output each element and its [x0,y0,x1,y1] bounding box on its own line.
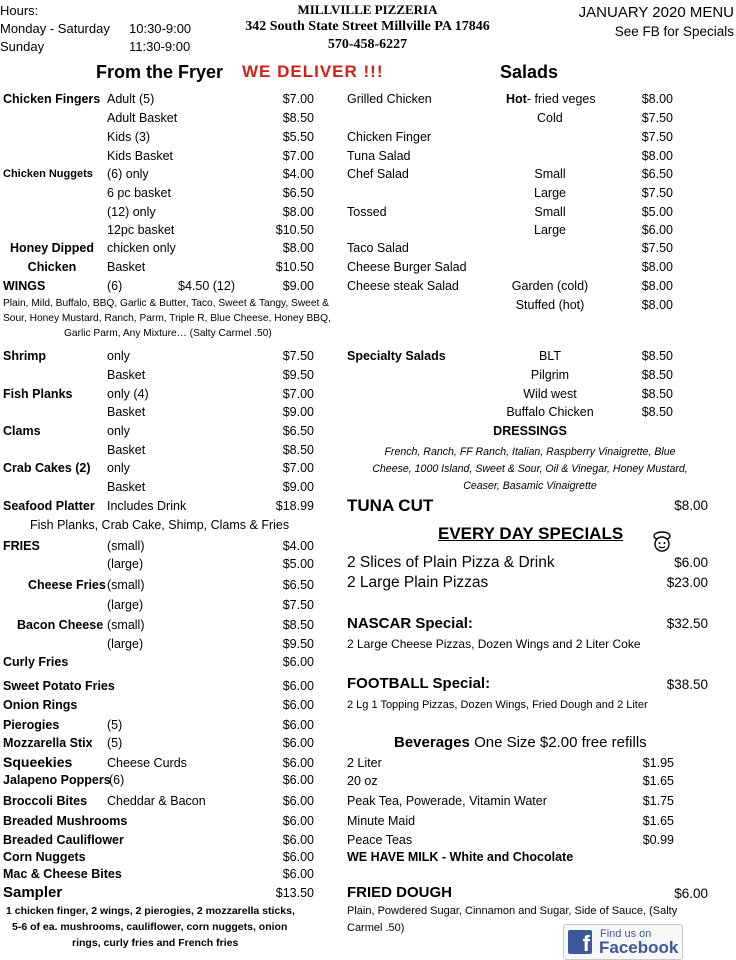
salad-price: $6.50 [641,167,673,181]
salad-option: Large [534,186,566,200]
specials-title: EVERY DAY SPECIALS [438,524,624,543]
special-price: $6.00 [674,555,708,570]
beverage-name: 2 Liter [347,756,382,770]
item-price: $6.00 [282,814,314,828]
item-name: Curly Fries [3,655,69,669]
item-name: Mac & Cheese Bites [3,867,122,881]
dressings-list: Cheese, 1000 Island, Sweet & Sour, Oil & Vinegar, Honey Mustard, [372,463,688,475]
hours-label: Hours: [0,3,39,18]
item-name: Pierogies [3,718,60,732]
salad-price: $8.50 [641,387,673,401]
salad-price: $8.50 [641,405,673,419]
hours-time: 11:30-9:00 [129,39,191,54]
item-name: Breaded Cauliflower [3,833,124,847]
item-price: $9.00 [282,405,314,419]
facebook-badge[interactable] [563,924,683,960]
item-price: $7.00 [282,461,314,475]
item-price: $6.00 [282,679,314,693]
item-price: $4.00 [282,539,314,553]
beverages-header [394,734,647,751]
beverage-price: $1.65 [642,774,674,788]
menu-date: JANUARY 2020 MENU [578,4,734,21]
item-option: only [107,461,130,475]
item-price: $6.00 [282,773,314,787]
milk-note: WE HAVE MILK - White and Chocolate [347,850,574,864]
we-deliver-banner: WE DELIVER !!! [242,62,384,81]
facebook-name: Facebook [599,938,679,957]
item-option: (large) [107,557,144,571]
item-price: $6.00 [282,698,314,712]
item-price: $6.00 [282,833,314,847]
salad-price: $7.50 [641,111,673,125]
chef-face-icon [650,530,674,554]
item-option: Adult (5) [107,92,155,106]
salad-option: Garden (cold) [511,279,589,293]
tuna-cut-name: TUNA CUT [347,496,434,515]
item-name: Breaded Mushrooms [3,814,128,828]
salad-option: Pilgrim [530,368,570,382]
salads-title: Salads [500,62,559,82]
fried-dough-price: $6.00 [674,886,708,901]
item-name: Seafood Platter [3,499,95,513]
dressings-list: French, Ranch, FF Ranch, Italian, Raspberry Vinaigrette, Blue [384,446,676,458]
item-name: Crab Cakes (2) [3,461,91,475]
item-option: chicken only [107,241,176,255]
item-option: $4.50 (12) [178,279,235,293]
item-price: $6.50 [282,186,314,200]
restaurant-phone: 570-458-6227 [327,37,408,52]
item-name: Cheese Fries [28,578,106,592]
item-option: Cheese Curds [107,756,187,770]
item-description: rings, curly fries and French fries [72,937,239,949]
item-name: Chicken Fingers [3,92,101,106]
restaurant-name: MILLVILLE PIZZERIA [297,2,438,17]
dressings-title: DRESSINGS [493,424,567,438]
item-option: Includes Drink [107,499,187,513]
salad-price: $8.00 [641,149,673,163]
item-option: 6 pc basket [107,186,171,200]
nascar-special: NASCAR Special: [347,615,473,632]
salad-name: Specialty Salads [347,349,446,363]
item-price: $7.00 [282,387,314,401]
hours-days: Sunday [0,39,45,54]
special-name: 2 Slices of Plain Pizza & Drink [347,554,555,571]
salad-option: Large [534,223,566,237]
item-price: $6.00 [282,718,314,732]
item-price: $8.50 [282,618,314,632]
wing-flavors: Plain, Mild, Buffalo, BBQ, Garlic & Butter, Taco, Sweet & Tangy, Sweet & [3,298,329,309]
salad-price: $8.00 [641,260,673,274]
nascar-desc: 2 Large Cheese Pizzas, Dozen Wings and 2 Liter Coke [347,637,641,651]
item-price: $9.50 [282,637,314,651]
beverage-price: $1.75 [642,794,674,808]
salad-price: $7.50 [641,241,673,255]
specials-note: See FB for Specials [614,24,734,39]
item-name: Mozzarella Stix [3,736,93,750]
item-price: $8.00 [282,205,314,219]
item-price: $9.50 [282,368,314,382]
item-option: (small) [107,578,145,592]
item-option: Kids (3) [107,130,151,144]
facebook-logo-icon: f [568,930,592,954]
item-option: (large) [107,637,144,651]
item-name: Honey Dipped [9,241,95,255]
salad-option: Small [534,167,566,181]
beverage-price: $1.65 [642,814,674,828]
chef-face [655,537,669,551]
item-name: Sweet Potato Fries [3,679,115,693]
item-option: Kids Basket [107,149,174,163]
item-name: FRIES [3,539,40,553]
item-name: Corn Nuggets [3,850,86,864]
salad-name: Grilled Chicken [347,92,432,106]
item-option: (large) [107,598,144,612]
item-name: Fish Planks [3,387,73,401]
item-price: $8.50 [282,111,314,125]
beverage-name: Peak Tea, Powerade, Vitamin Water [347,794,547,808]
item-name: Sampler [3,884,63,901]
salad-option: Wild west [523,387,577,401]
item-option: (small) [107,618,145,632]
item-option: Basket [107,480,146,494]
item-description: 5-6 of ea. mushrooms, cauliflower, corn nuggets, onion [12,921,288,933]
salad-price: $8.00 [641,298,673,312]
item-option: Cheddar & Bacon [107,794,206,808]
special-price: $23.00 [666,575,708,590]
item-option: Adult Basket [107,111,178,125]
salad-name: Cheese steak Salad [347,279,459,293]
item-option: (6) only [107,167,149,181]
item-price: $6.00 [282,867,314,881]
item-description: 1 chicken finger, 2 wings, 2 pierogies, 2 mozzarella sticks, [6,905,295,917]
item-price: $13.50 [275,886,314,900]
item-price: $6.00 [282,850,314,864]
item-name: Bacon Cheese [17,618,104,632]
item-price: $6.50 [282,578,314,592]
salad-option: Small [534,205,566,219]
item-price: $7.00 [282,92,314,106]
beverage-name: Peace Teas [347,833,413,847]
salad-price: $7.50 [641,130,673,144]
facebook-find-text: Find us on [600,928,652,940]
item-option: (small) [107,539,145,553]
hours-days: Monday - Saturday [0,21,110,36]
fried-dough-desc: Carmel .50) [347,922,405,934]
item-name: Broccoli Bites [3,794,88,808]
chef-eye [664,542,666,544]
salad-price: $6.00 [641,223,673,237]
beverage-price: $1.95 [642,756,674,770]
item-name: Jalapeno Poppers [3,773,111,787]
item-option: (5) [107,736,123,750]
salad-name: Chef Salad [347,167,409,181]
beverages-title: Beverages [394,734,470,751]
item-price: $7.00 [282,149,314,163]
nascar-price: $32.50 [666,616,708,631]
item-option: only [107,349,130,363]
salad-option [506,92,596,106]
item-name: Onion Rings [3,698,78,712]
item-price: $8.50 [282,443,314,457]
football-price: $38.50 [666,677,708,692]
salad-price: $7.50 [641,186,673,200]
salad-name: Chicken Finger [347,130,432,144]
salad-price: $8.00 [641,279,673,293]
item-price: $6.00 [282,736,314,750]
item-option: Basket [107,260,146,274]
item-price: $18.99 [275,499,314,513]
hot-label: Hot [506,92,527,106]
salad-name: Tossed [347,205,387,219]
salad-option: Stuffed (hot) [515,298,585,312]
item-name: Clams [3,424,41,438]
item-price: $6.00 [282,794,314,808]
item-price: $6.50 [282,424,314,438]
hours-time: 10:30-9:00 [129,21,192,36]
item-price: $6.00 [282,655,314,669]
beverages-sub: One Size $2.00 free refills [474,734,647,751]
salad-name: Cheese Burger Salad [347,260,467,274]
salad-price: $5.00 [641,205,673,219]
salad-price: $8.50 [641,368,673,382]
item-price: $4.00 [282,167,314,181]
item-name: Chicken [27,260,77,274]
football-special: FOOTBALL Special: [347,675,491,692]
item-name: WINGS [3,279,46,293]
item-name: Squeekies [3,754,73,770]
fried-dough-desc: Plain, Powdered Sugar, Cinnamon and Sugar, Side of Sauce, (Salty [347,905,678,917]
item-price: $10.50 [275,260,314,274]
salad-option: Cold [537,111,563,125]
item-option: Basket [107,443,146,457]
item-name: Shrimp [3,349,47,363]
item-name: Chicken Nuggets [3,168,93,180]
item-price: $9.00 [282,480,314,494]
salad-price: $8.50 [641,349,673,363]
tuna-cut-price: $8.00 [674,498,708,513]
item-option: 12pc basket [107,223,175,237]
football-desc: 2 Lg 1 Topping Pizzas, Dozen Wings, Fried Dough and 2 Liter [347,699,648,711]
item-price: $7.50 [282,349,314,363]
salad-name: Tuna Salad [347,149,411,163]
item-option: (12) only [107,205,156,219]
item-option: (5) [107,718,123,732]
wing-flavors: Sour, Honey Mustard, Ranch, Parm, Triple R, Blue Cheese, Honey BBQ, [3,313,331,324]
item-option: Basket [107,368,146,382]
salad-option: Buffalo Chicken [506,405,594,419]
item-option: Basket [107,405,146,419]
item-price: $7.50 [282,598,314,612]
fryer-title: From the Fryer [96,62,224,82]
salad-name: Taco Salad [347,241,409,255]
item-price: $10.50 [275,223,314,237]
item-price: $5.00 [282,557,314,571]
special-name: 2 Large Plain Pizzas [347,574,489,591]
item-price: $9.00 [282,279,314,293]
wing-flavors: Garlic Parm, Any Mixture… (Salty Carmel .50) [64,328,272,339]
chef-eye [659,542,661,544]
fried-dough-name: FRIED DOUGH [347,884,452,901]
item-price: $8.00 [282,241,314,255]
item-option: only (4) [107,387,149,401]
item-option: (6) [107,279,123,293]
item-price: $6.00 [282,756,314,770]
item-description: Fish Planks, Crab Cake, Shimp, Clams & Fries [30,518,290,532]
beverage-price: $0.99 [642,833,674,847]
item-price: $5.50 [282,130,314,144]
beverage-name: Minute Maid [347,814,416,828]
item-option: only [107,424,130,438]
item-option: (6) [109,773,125,787]
restaurant-address: 342 South State Street Millville PA 17846 [245,19,490,34]
dressings-list: Ceaser, Basamic Vinaigrette [463,480,597,492]
beverage-name: 20 oz [347,774,378,788]
salad-option: BLT [539,349,561,363]
salad-price: $8.00 [641,92,673,106]
hot-rest: - fried veges [526,92,596,106]
